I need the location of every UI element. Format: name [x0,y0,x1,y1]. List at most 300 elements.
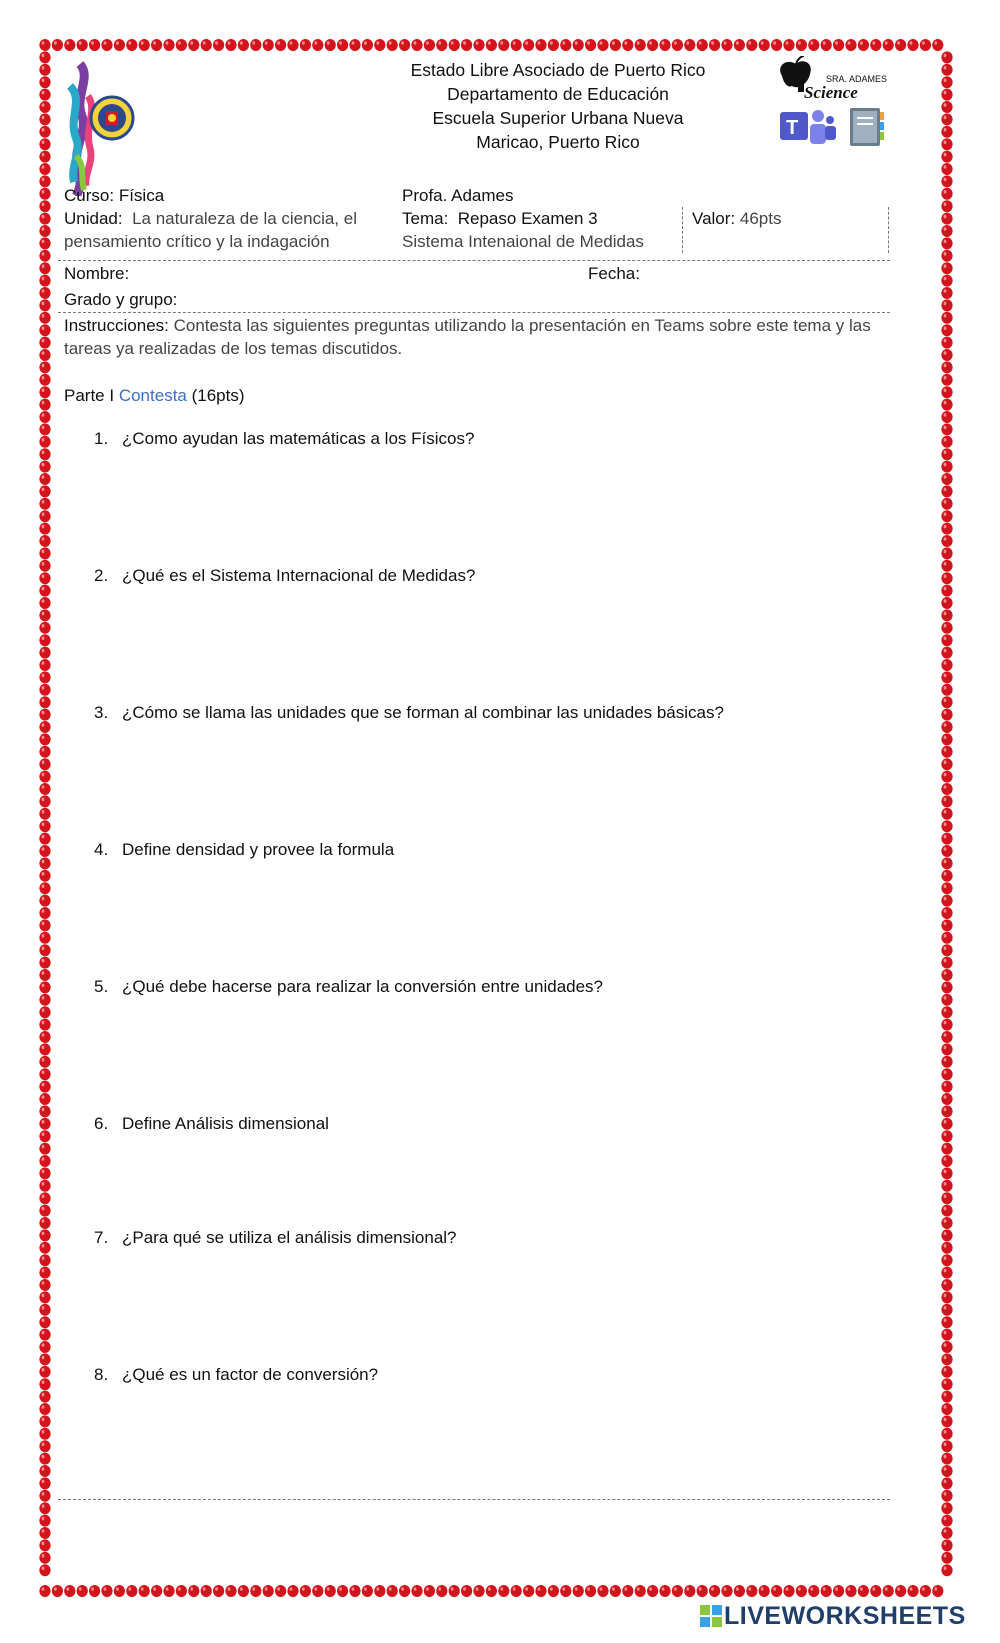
apple-border-icon [941,1205,952,1217]
apple-border-icon [300,1585,311,1597]
apple-border-icon [883,1585,894,1597]
apple-border-icon [64,1585,75,1597]
apple-border-icon [941,1453,952,1465]
apple-border-icon [941,795,952,807]
apple-border-icon [573,39,584,51]
apple-border-icon [126,1585,137,1597]
apple-border-icon [941,585,952,597]
apple-border-icon [39,1019,50,1031]
apple-border-icon [941,1019,952,1031]
apple-border-icon [941,1155,952,1167]
apple-border-icon [941,820,952,832]
apple-border-icon [941,448,952,460]
apple-border-icon [833,39,844,51]
apple-border-icon [941,1081,952,1093]
apple-border-icon [941,423,952,435]
apple-border-icon [941,76,952,88]
apple-border-icon [312,1585,323,1597]
apple-border-icon [39,969,50,981]
apple-border-icon [941,1093,952,1105]
apple-border-icon [39,1552,50,1564]
unidad-field: Unidad: La naturaleza de la ciencia, el pensamiento crítico y la indagación [64,209,357,251]
apple-border-icon [941,1440,952,1452]
question-6 [94,1113,329,1135]
apple-border-icon [39,895,50,907]
apple-border-icon [511,1585,522,1597]
bottom-divider [58,1499,890,1500]
apple-border-icon [424,1585,435,1597]
apple-border-icon [941,969,952,981]
apple-border-icon [941,1304,952,1316]
apple-border-icon [39,944,50,956]
apple-border-icon [39,485,50,497]
apple-border-icon [941,1056,952,1068]
apple-border-icon [89,1585,100,1597]
apple-border-icon [486,1585,497,1597]
apple-border-icon [535,1585,546,1597]
apple-border-icon [201,39,212,51]
science-text: Science [804,83,858,102]
apple-border-icon [39,324,50,336]
apple-border-icon [895,39,906,51]
apple-border-icon [941,758,952,770]
apple-border-icon [399,39,410,51]
apple-border-icon [941,709,952,721]
apple-border-icon [39,1316,50,1328]
apple-border-icon [39,857,50,869]
apple-border-icon [225,1585,236,1597]
worksheet-page [58,56,934,1576]
apple-border-icon [89,39,100,51]
apple-border-icon [920,1585,931,1597]
apple-border-icon [39,138,50,150]
apple-border-icon [39,287,50,299]
apple-border-icon [39,1217,50,1229]
apple-border-icon [941,1068,952,1080]
apple-border-icon [821,39,832,51]
valor-right-edge [888,207,889,253]
apple-border-icon [941,1130,952,1142]
apple-border-icon [39,113,50,125]
apple-border-icon [436,39,447,51]
apple-border-icon [941,113,952,125]
apple-border-icon [39,151,50,163]
apple-border-icon [39,1502,50,1514]
apple-border-icon [39,994,50,1006]
apple-border-icon [941,213,952,225]
apple-border-icon [39,361,50,373]
apple-border-icon [941,597,952,609]
sra-adames-text: SRA. ADAMES [826,74,888,84]
apple-border-icon [39,163,50,175]
apple-border-icon [225,39,236,51]
fecha-label: Fecha: [588,264,640,283]
apple-border-icon [39,721,50,733]
apple-border-icon [461,39,472,51]
apple-border-icon [941,1043,952,1055]
apple-border-icon [523,39,534,51]
apple-border-icon [941,1192,952,1204]
question-8 [94,1364,378,1386]
apple-border-icon [895,1585,906,1597]
profesora-field: Profa. Adames [402,186,514,205]
apple-border-icon [941,1564,952,1576]
apple-border-icon [39,1006,50,1018]
apple-border-icon [647,39,658,51]
apple-border-icon [114,1585,125,1597]
apple-border-icon [941,845,952,857]
apple-border-icon [941,771,952,783]
apple-border-icon [39,101,50,113]
apple-border-icon [941,523,952,535]
apple-border-icon [39,213,50,225]
apple-border-icon [39,337,50,349]
apple-border-icon [941,200,952,212]
apple-border-icon [941,1378,952,1390]
apple-border-icon [941,337,952,349]
apple-border-icon [941,1229,952,1241]
apple-border-icon [746,1585,757,1597]
apple-border-icon [238,39,249,51]
apple-border-icon [721,1585,732,1597]
liveworksheets-icon [700,1605,722,1627]
apple-border-icon [941,733,952,745]
apple-border-icon [39,64,50,76]
apple-border-icon [39,560,50,572]
apple-border-icon [39,51,50,63]
question-number: 6. [94,1114,109,1133]
apple-border-icon [52,1585,63,1597]
question-number: 1. [94,429,109,448]
apple-border-icon [39,1564,50,1576]
apple-border-icon [941,262,952,274]
apple-border-icon [39,845,50,857]
apple-border-icon [907,39,918,51]
apple-border-icon [39,1205,50,1217]
apple-border-icon [39,1391,50,1403]
apple-border-icon [734,1585,745,1597]
apple-border-icon [39,1093,50,1105]
apple-border-icon [39,1428,50,1440]
apple-border-icon [941,299,952,311]
apple-border-icon [941,126,952,138]
apple-border-icon [39,1254,50,1266]
apple-border-icon [941,1242,952,1254]
question-text: ¿Qué es un factor de conversión? [122,1365,379,1384]
question-4 [94,839,394,861]
apple-border-icon [941,1279,952,1291]
apple-border-icon [783,39,794,51]
apple-border-icon [39,634,50,646]
apple-border-icon [941,1552,952,1564]
apple-border-icon [941,89,952,101]
question-text: ¿Cómo se llama las unidades que se forman al combinar las unidades básicas? [122,703,724,722]
apple-border-icon [941,51,952,63]
apple-border-icon [535,39,546,51]
apple-border-icon [39,1304,50,1316]
apple-border-icon [941,1316,952,1328]
nombre-label: Nombre: [64,264,130,283]
valor-divider [682,207,683,253]
apple-border-icon [39,547,50,559]
apple-border-icon [39,461,50,473]
apple-border-icon [39,1267,50,1279]
apple-border-icon [39,411,50,423]
apple-border-icon [39,1539,50,1551]
question-text: Define densidad y provee la formula [122,840,395,859]
curso-field: Curso: Física [64,186,165,205]
apple-border-icon [163,1585,174,1597]
apple-border-icon [941,609,952,621]
apple-border-icon [771,1585,782,1597]
apple-border-icon [932,1585,943,1597]
apple-border-icon [870,39,881,51]
header-line-4: Maricao, Puerto Rico [476,132,640,152]
apple-border-icon [486,39,497,51]
apple-border-icon [709,39,720,51]
apple-border-icon [622,39,633,51]
apple-border-icon [39,1353,50,1365]
apple-border-icon [941,324,952,336]
apple-border-icon [573,1585,584,1597]
apple-border-icon [941,783,952,795]
part-heading: Parte I Contesta (16pts) [64,386,245,405]
apple-border-icon [941,547,952,559]
apple-border-icon [473,39,484,51]
apple-border-icon [883,39,894,51]
apple-border-icon [39,1465,50,1477]
apple-border-icon [941,895,952,907]
apple-border-icon [126,39,137,51]
apple-border-icon [672,1585,683,1597]
apple-border-icon [39,1490,50,1502]
apple-border-icon [941,188,952,200]
apple-border-icon [39,1242,50,1254]
apple-border-icon [39,647,50,659]
apple-border-icon [941,1006,952,1018]
apple-border-icon [39,771,50,783]
apple-border-icon [139,1585,150,1597]
apple-border-icon [39,1341,50,1353]
apple-border-icon [858,39,869,51]
apple-border-icon [39,1043,50,1055]
apple-border-icon [39,1180,50,1192]
apple-border-icon [139,39,150,51]
header-line-2: Departamento de Educación [447,84,669,104]
apple-border-icon [941,175,952,187]
apple-border-icon [39,572,50,584]
apple-border-icon [77,39,88,51]
apple-border-icon [39,39,50,51]
question-number: 2. [94,566,109,585]
apple-border-icon [941,944,952,956]
apple-border-icon [941,510,952,522]
apple-border-icon [39,1143,50,1155]
apple-border-icon [746,39,757,51]
apple-border-icon [39,919,50,931]
question-number: 8. [94,1365,109,1384]
apple-border-icon [39,374,50,386]
apple-border-icon [39,1279,50,1291]
apple-border-icon [39,510,50,522]
apple-border-icon [39,808,50,820]
apple-border-icon [498,39,509,51]
apple-border-icon [399,1585,410,1597]
apple-border-icon [473,1585,484,1597]
apple-border-icon [907,1585,918,1597]
apple-border-icon [560,39,571,51]
apple-border-icon [941,473,952,485]
apple-border-icon [39,1329,50,1341]
apple-border-icon [39,436,50,448]
apple-border-icon [114,39,125,51]
apple-border-icon [941,411,952,423]
apple-border-icon [941,485,952,497]
apple-border-icon [941,1353,952,1365]
apple-border-icon [39,399,50,411]
apple-border-icon [39,907,50,919]
apple-border-icon [845,39,856,51]
grado-grupo-label: Grado y grupo: [64,290,178,309]
apple-border-icon [941,1490,952,1502]
apple-border-icon [263,1585,274,1597]
apple-border-icon [941,981,952,993]
apple-border-icon [548,1585,559,1597]
divider-2 [58,312,890,313]
apple-border-icon [941,64,952,76]
apple-border-icon [349,39,360,51]
apple-border-icon [941,461,952,473]
apple-border-icon [941,250,952,262]
apple-border-icon [560,1585,571,1597]
apple-border-icon [941,1329,952,1341]
apple-border-icon [941,833,952,845]
apple-border-icon [39,1440,50,1452]
question-2 [94,565,475,587]
question-7 [94,1227,457,1249]
apple-border-icon [39,473,50,485]
apple-border-icon [941,994,952,1006]
apple-border-icon [39,1081,50,1093]
apple-border-icon [39,696,50,708]
apple-border-icon [39,1068,50,1080]
apple-border-icon [39,1403,50,1415]
apple-border-icon [941,101,952,113]
liveworksheets-logo [700,1602,966,1631]
apple-border-icon [39,423,50,435]
apple-border-icon [941,721,952,733]
apple-border-icon [39,709,50,721]
apple-border-icon [941,932,952,944]
apple-border-icon [238,1585,249,1597]
apple-border-icon [39,758,50,770]
apple-border-icon [39,684,50,696]
apple-border-icon [39,523,50,535]
apple-border-icon [39,1515,50,1527]
apple-border-icon [39,535,50,547]
apple-border-icon [39,1378,50,1390]
apple-border-icon [941,1267,952,1279]
apple-border-icon [39,746,50,758]
apple-border-icon [151,39,162,51]
apple-border-icon [941,237,952,249]
notebook-icon [850,108,884,146]
apple-border-icon [101,39,112,51]
apple-border-icon [101,1585,112,1597]
apple-border-icon [659,39,670,51]
apple-border-icon [635,1585,646,1597]
apple-border-icon [39,188,50,200]
apple-border-icon [39,597,50,609]
apple-border-icon [151,1585,162,1597]
apple-border-icon [39,498,50,510]
apple-border-icon [287,1585,298,1597]
apple-border-icon [941,386,952,398]
apple-border-icon [263,39,274,51]
apple-border-icon [941,349,952,361]
apple-border-icon [672,39,683,51]
apple-border-icon [610,1585,621,1597]
apple-border-icon [39,1477,50,1489]
apple-border-icon [833,1585,844,1597]
teams-icon [780,110,836,144]
question-number: 5. [94,977,109,996]
apple-border-icon [941,361,952,373]
apple-border-icon [941,225,952,237]
apple-border-icon [684,39,695,51]
apple-border-icon [176,39,187,51]
apple-border-icon [941,1143,952,1155]
apple-border-icon [941,808,952,820]
apple-border-icon [932,39,943,51]
svg-text:T: T [786,117,799,139]
apple-border-icon [941,1465,952,1477]
apple-border-icon [734,39,745,51]
apple-border-icon [941,1403,952,1415]
apple-border-icon [39,89,50,101]
question-1 [94,428,474,450]
apple-border-icon [411,39,422,51]
apple-border-icon [387,1585,398,1597]
apple-border-icon [659,1585,670,1597]
apple-border-icon [697,1585,708,1597]
apple-border-icon [941,1217,952,1229]
apple-border-icon [213,1585,224,1597]
question-number: 7. [94,1228,109,1247]
apple-border-icon [941,572,952,584]
apple-border-icon [941,696,952,708]
apple-border-icon [39,1366,50,1378]
apple-border-icon [39,1056,50,1068]
apple-border-icon [941,151,952,163]
apple-border-icon [39,659,50,671]
school-seal-logo [62,56,136,196]
apple-border-icon [498,1585,509,1597]
apple-border-icon [941,138,952,150]
header-line-3: Escuela Superior Urbana Nueva [432,108,684,128]
apple-border-icon [163,39,174,51]
apple-border-icon [808,1585,819,1597]
apple-border-icon [796,39,807,51]
apple-border-icon [647,1585,658,1597]
apple-border-icon [39,1167,50,1179]
question-text: Define Análisis dimensional [122,1114,329,1133]
apple-border-icon [941,1515,952,1527]
apple-border-icon [941,957,952,969]
apple-border-icon [39,126,50,138]
question-text: ¿Para qué se utiliza el análisis dimensional? [122,1228,457,1247]
divider-1 [58,260,890,261]
